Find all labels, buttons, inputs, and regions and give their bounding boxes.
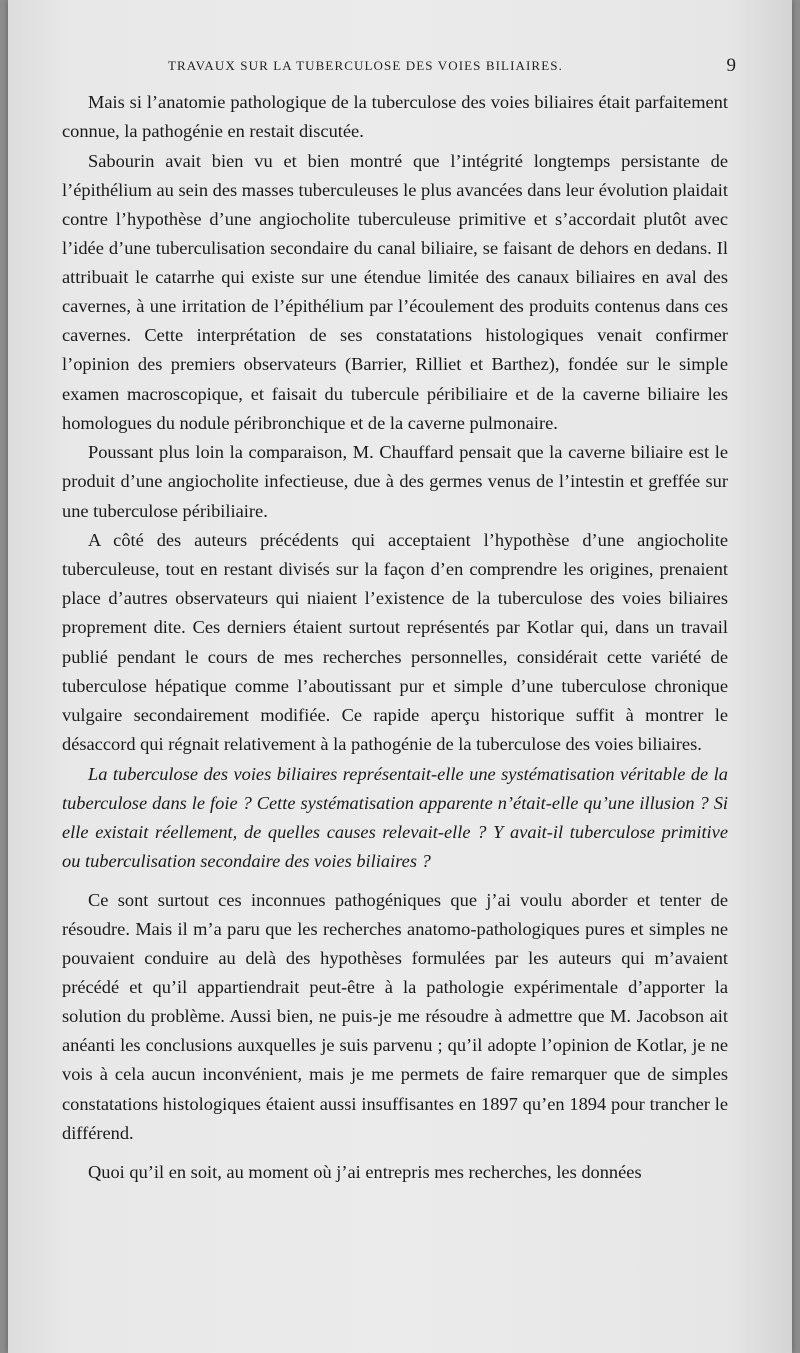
paragraph-4: A côté des auteurs précédents qui acceptaient l’hypothèse d’une angiocholite tuberculeuse, tout en restant divisés sur la façon d’en comprendre les origines, prenaient place d’autres observateurs qui niaient l’existence de la tuberculose des voies biliaires proprement dite. Ces derniers étaient surtout représentés par Kotlar qui, dans un travail publié pendant le cours de mes recherches personnelles, considérait cette variété de tuberculose hépatique comme l’aboutissant pur et simple d’une tuberculose chronique vulgaire secondairement modifiée. Ce rapide aperçu historique suffit à montrer le désaccord qui régnait relativement à la pathogénie de la tuberculose des voies biliaires. [62, 530, 728, 754]
paragraph-6: Ce sont surtout ces inconnues pathogéniques que j’ai voulu aborder et tenter de résoudre. Mais il m’a paru que les recherches anatomo-pathologiques pures et simples ne pouvaient conduire au delà des hypothèses formulées par les auteurs qui m’avaient précédé et qu’il appartiendrait peut-être à la pathologie expérimentale d’apporter la solution du problème. Aussi bien, ne puis-je me résoudre à admettre que M. Jacobson ait anéanti les conclusions auxquelles je suis parvenu ; qu’il adopte l’opinion de Kotlar, je ne vois à cela aucun inconvénient, mais je me permets de faire remarquer que de simples constatations histologiques étaient aussi insuffisantes en 1897 qu’en 1894 pour trancher le différend. [62, 889, 728, 1143]
paragraph-2: Sabourin avait bien vu et bien montré que l’intégrité longtemps persistante de l’épithélium au sein des masses tuberculeuses le plus avancées dans leur évolution plaidait contre l’hypothèse d’une angiocholite tuberculeuse primitive et s’accordait plutôt avec l’idée d’une tuberculisation secondaire du canal biliaire, se faisant de dehors en dedans. Il attribuait le catarrhe qui existe sur une étendue limitée des canaux biliaires en aval des cavernes, à une irritation de l’épithélium par l’écoulement des produits contenus dans ces cavernes. Cette interprétation de ses constatations histologiques venait confirmer l’opinion des premiers observateurs (Barrier, Rilliet et Barthez), fondée sur le simple examen macroscopique, et faisait du tubercule péribiliaire et de la caverne biliaire les homologues du nodule péribronchique et de la caverne pulmonaire. [62, 150, 728, 433]
page-header [8, 55, 792, 82]
paragraph-1: Mais si l’anatomie pathologique de la tuberculose des voies biliaires était parfaitement connue, la pathogénie en restait discutée. [62, 92, 728, 142]
paragraph-3: Poussant plus loin la comparaison, M. Chauffard pensait que la caverne biliaire est le produit d’une angiocholite infectieuse, due à des germes venus de l’intestin et greffée sur une tuberculose péribiliaire. [62, 442, 728, 521]
page-body [62, 88, 728, 1187]
book-page [8, 0, 792, 1353]
paragraph-5-italic-questions: La tuberculose des voies biliaires représentait-elle une systématisation véritable de la tuberculose dans le foie ? Cette systématisation apparente n’était-elle qu’une illusion ? Si elle existait réellement, de quelles causes relevait-elle ? Y avait-il tuberculose primitive ou tuberculisation secondaire des voies biliaires ? [62, 763, 728, 871]
paragraph-7: Quoi qu’il en soit, au moment où j’ai entrepris mes recherches, les données [88, 1161, 642, 1182]
running-head: TRAVAUX SUR LA TUBERCULOSE DES VOIES BILIAIRES. [168, 58, 563, 73]
page-number: 9 [726, 55, 736, 76]
